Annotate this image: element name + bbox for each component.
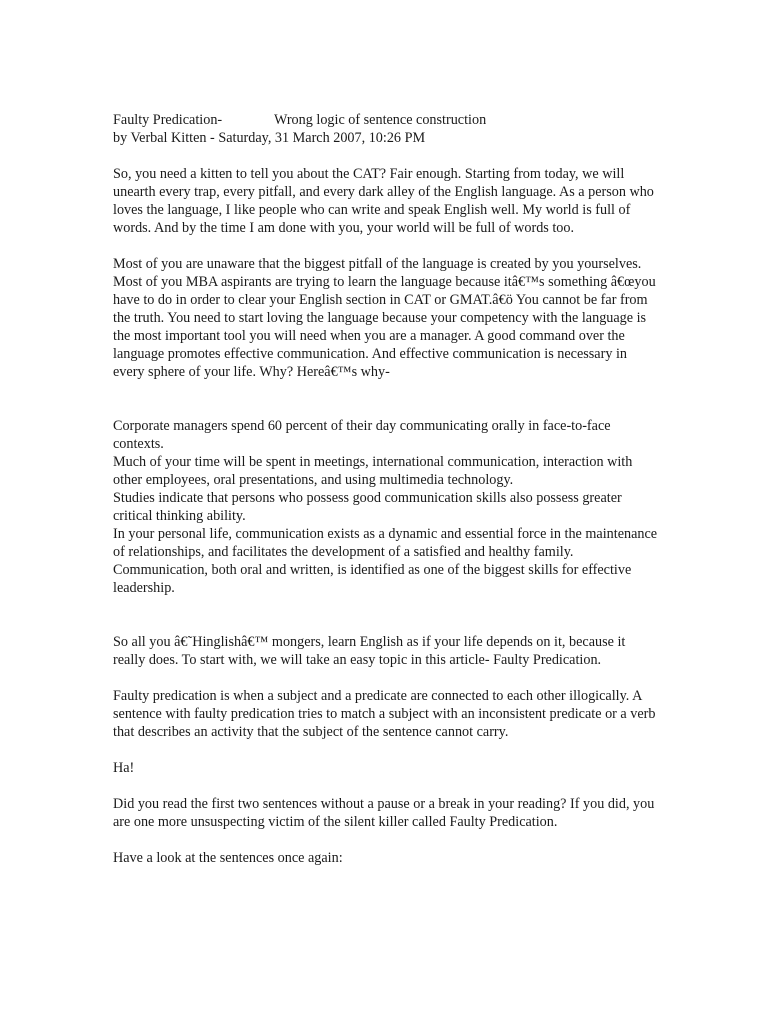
reason-item: Studies indicate that persons who possess good communication skills also possess greater critical thinking ability. — [113, 490, 622, 524]
paragraph-pitfall: Most of you are unaware that the biggest pitfall of the language is created by you yourselves. Most of you MBA aspirants are trying to learn the language because itâ€™s something â€œyou have to do in order to clear your English section in CAT or GMAT.â€ö You cannot be far from the truth. You need to start loving the language because your competency with the language is the most important tool you will need when you are a manager. A good command over the language promotes effective communication. And effective communication is necessary in every sphere of your life. Why? Hereâ€™s why- — [113, 256, 656, 380]
article-title — [113, 111, 658, 129]
paragraph-look-again: Have a look at the sentences once again: — [113, 850, 343, 866]
paragraph-question: Did you read the first two sentences without a pause or a break in your reading? If you did, you are one more unsuspecting victim of the silent killer called Faulty Predication. — [113, 796, 655, 830]
paragraph-ha: Ha! — [113, 760, 135, 776]
paragraph-intro: So, you need a kitten to tell you about the CAT? Fair enough. Starting from today, we will unearth every trap, every pitfall, and every dark alley of the English language. As a person who loves the language, I like people who can write and speak English well. My world is full of words. And by the time I am done with you, your world will be full of words too. — [113, 166, 654, 236]
reason-item: In your personal life, communication exists as a dynamic and essential force in the maintenance of relationships, and facilitates the development of a satisfied and healthy family. — [113, 526, 658, 560]
reason-item: Corporate managers spend 60 percent of their day communicating orally in face-to-face contexts. — [113, 418, 611, 452]
paragraph-hinglish: So all you â€˜Hinglishâ€™ mongers, learn English as if your life depends on it, because it really does. To start with, we will take an easy topic in this article- Faulty Predication. — [113, 634, 626, 668]
article-body — [113, 111, 658, 867]
title-topic: Faulty Predication- — [113, 112, 223, 128]
title-subtitle: Wrong logic of sentence construction — [274, 112, 487, 128]
reason-item: Communication, both oral and written, is identified as one of the biggest skills for effective leadership. — [113, 562, 632, 596]
byline: by Verbal Kitten - Saturday, 31 March 2007, 10:26 PM — [113, 130, 426, 146]
reason-item: Much of your time will be spent in meetings, international communication, interaction with other employees, oral presentations, and using multimedia technology. — [113, 454, 633, 488]
paragraph-definition: Faulty predication is when a subject and a predicate are connected to each other illogically. A sentence with faulty predication tries to match a subject with an inconsistent predicate or a verb that describes an activity that the subject of the sentence cannot carry. — [113, 688, 656, 740]
